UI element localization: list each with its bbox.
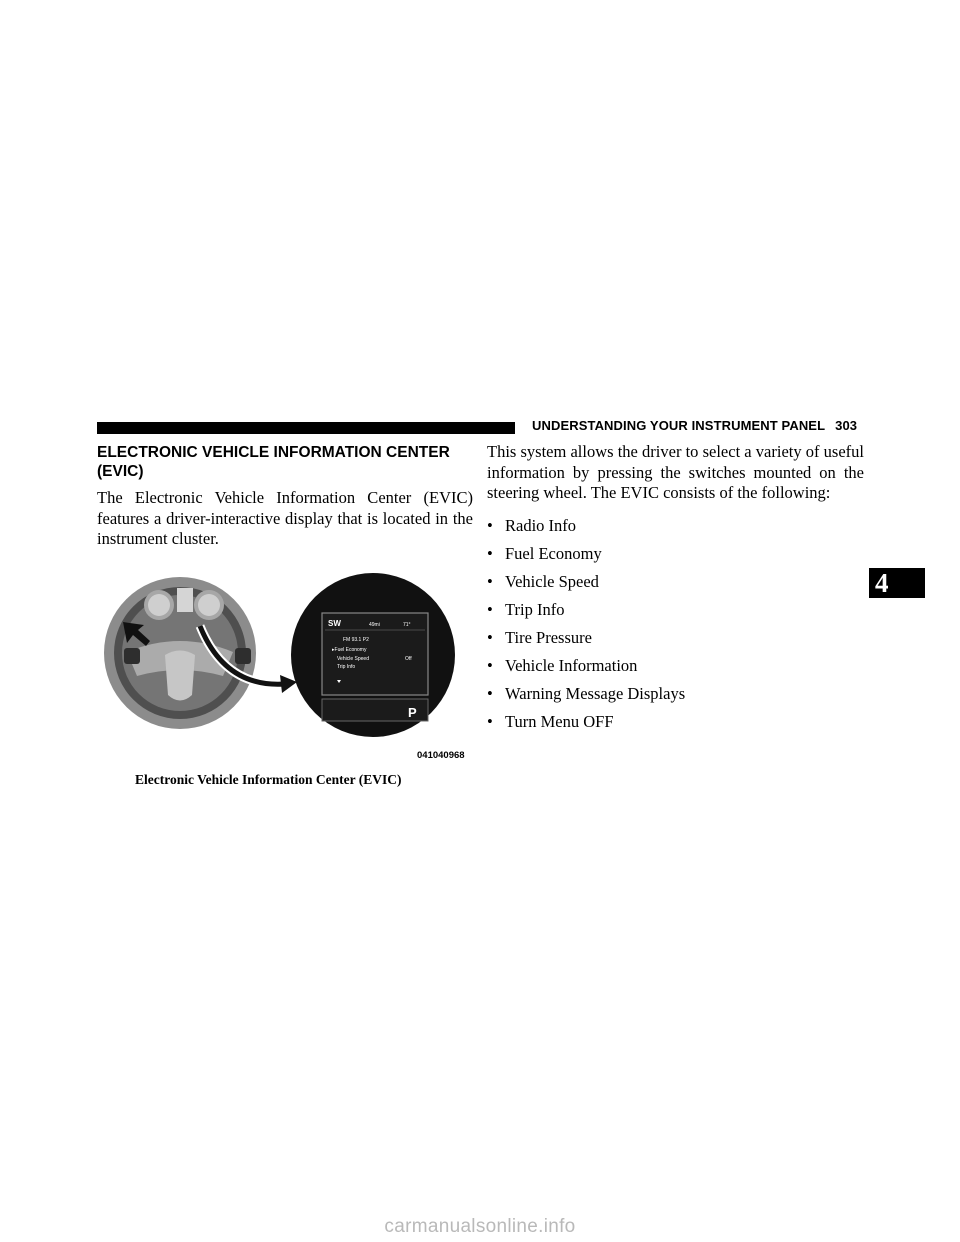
header-section-title: UNDERSTANDING YOUR INSTRUMENT PANEL — [532, 418, 826, 433]
display-menu-selected: ▸Fuel Economy — [332, 647, 367, 653]
list-item: • Fuel Economy — [487, 544, 864, 572]
wheel-hub — [165, 651, 195, 701]
chapter-tab: 4 — [869, 568, 925, 598]
running-header — [532, 418, 857, 433]
list-item: • Tire Pressure — [487, 628, 864, 656]
list-item: • Radio Info — [487, 516, 864, 544]
list-item: • Warning Message Displays — [487, 684, 864, 712]
display-menu-item-2-value: Off — [405, 656, 412, 662]
list-item-label: Tire Pressure — [505, 627, 592, 647]
display-temp: 71° — [403, 622, 411, 628]
section-title: ELECTRONIC VEHICLE INFORMATION CENTER (EVIC) — [97, 444, 450, 480]
list-item: • Trip Info — [487, 600, 864, 628]
list-item-label: Trip Info — [505, 599, 565, 619]
list-item: • Vehicle Information — [487, 656, 864, 684]
display-compass: SW — [328, 619, 341, 628]
list-item: • Turn Menu OFF — [487, 712, 864, 740]
header-rule — [97, 422, 515, 434]
list-item-label: Radio Info — [505, 515, 577, 535]
list-item-label: Vehicle Information — [505, 655, 638, 675]
display-station: FM 93.1 P2 — [343, 637, 369, 643]
list-item-label: Turn Menu OFF — [505, 711, 614, 731]
figure-code: 041040968 — [417, 750, 465, 761]
watermark: carmanualsonline.info — [384, 1216, 576, 1237]
intro-paragraph: The Electronic Vehicle Information Center (EVIC) features a driver-interactive display that is located in the instrument cluster. — [97, 488, 473, 548]
evic-feature-list — [487, 516, 864, 740]
list-item-label: Fuel Economy — [505, 543, 602, 563]
page-number: 303 — [835, 418, 858, 433]
evic-illustration — [97, 560, 473, 760]
list-item-label: Vehicle Speed — [505, 571, 599, 591]
right-column — [487, 442, 864, 740]
cluster-display — [177, 588, 193, 612]
display-range: 49mi — [369, 622, 380, 628]
display-menu-item-3: Trip Info — [337, 664, 356, 670]
list-item: • Vehicle Speed — [487, 572, 864, 600]
figure-caption: Electronic Vehicle Information Center (EVIC) — [135, 772, 402, 787]
system-description: This system allows the driver to select a variety of useful information by pressing the switches mounted on the steering wheel. The EVIC consists of the following: — [487, 442, 864, 502]
display-gear: P — [408, 705, 417, 720]
display-menu-item-2: Vehicle Speed — [337, 656, 369, 662]
right-switch-cluster — [235, 648, 251, 664]
left-switch-cluster — [124, 648, 140, 664]
list-item-label: Warning Message Displays — [505, 683, 686, 703]
